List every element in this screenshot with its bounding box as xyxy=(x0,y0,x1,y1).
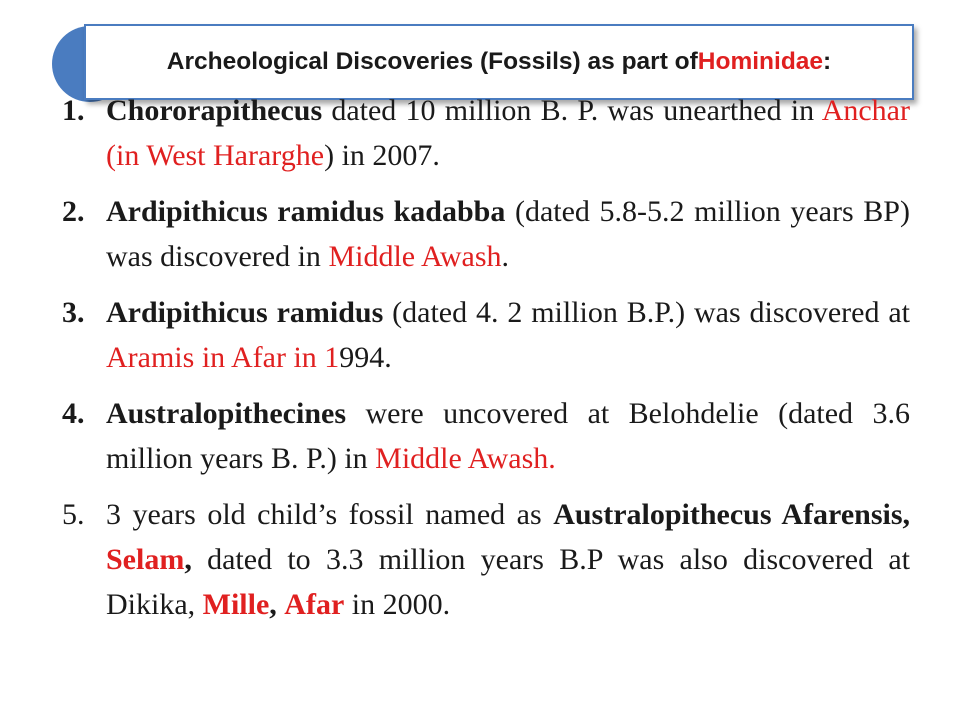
fossil-name: Ardipithicus ramidus kadabba xyxy=(106,195,506,228)
item-text: (dated 4. 2 million B.P.) was discovered at xyxy=(383,296,910,329)
list-item xyxy=(62,189,910,279)
fossil-name: Australopithecines xyxy=(106,397,346,430)
list-item xyxy=(62,492,910,627)
punctuation: , xyxy=(184,543,192,576)
item-text: dated 10 million B. P. was unearthed in xyxy=(322,94,822,127)
title-suffix: : xyxy=(823,48,832,75)
item-text: 3 years old child’s fossil named as xyxy=(106,498,554,531)
item-text: were uncovered at Belohdelie (dated 3.6 million years B. P.) in xyxy=(106,397,910,475)
fossil-nickname: Selam xyxy=(106,543,185,576)
list-item xyxy=(62,88,910,178)
item-text: (dated 5.8-5.2 million years BP) was discovered in xyxy=(106,195,910,273)
item-number: 3. xyxy=(62,296,85,329)
item-number: 1. xyxy=(62,94,85,127)
location-text: Anchar (in West Hararghe xyxy=(106,94,910,172)
item-number: 4. xyxy=(62,397,85,430)
list-item xyxy=(62,391,910,481)
discovery-list xyxy=(62,88,910,638)
location-text: Mille xyxy=(202,588,270,621)
list-item xyxy=(62,290,910,380)
fossil-name: Chororapithecus xyxy=(106,94,323,127)
item-text: . xyxy=(501,240,510,273)
location-text: Aramis in Afar in 1 xyxy=(106,341,340,374)
fossil-name: Australopithecus Afarensis, xyxy=(553,498,911,531)
punctuation: , xyxy=(269,588,277,621)
location-text: Afar xyxy=(284,588,345,621)
title-highlight: Hominidae xyxy=(697,48,824,75)
item-text: 994. xyxy=(339,341,392,374)
item-number: 5. xyxy=(62,498,85,531)
fossil-name: Ardipithicus ramidus xyxy=(106,296,384,329)
item-number: 2. xyxy=(62,195,85,228)
location-text: Middle Awash xyxy=(328,240,502,273)
item-text: dated to 3.3 million years B.P was also discovered at Dikika, xyxy=(106,543,910,621)
item-text: ) in 2007. xyxy=(324,139,440,172)
location-text: Middle Awash. xyxy=(375,442,556,475)
title-text: Archeological Discoveries (Fossils) as part of xyxy=(166,48,698,75)
item-text: in 2000. xyxy=(344,588,451,621)
